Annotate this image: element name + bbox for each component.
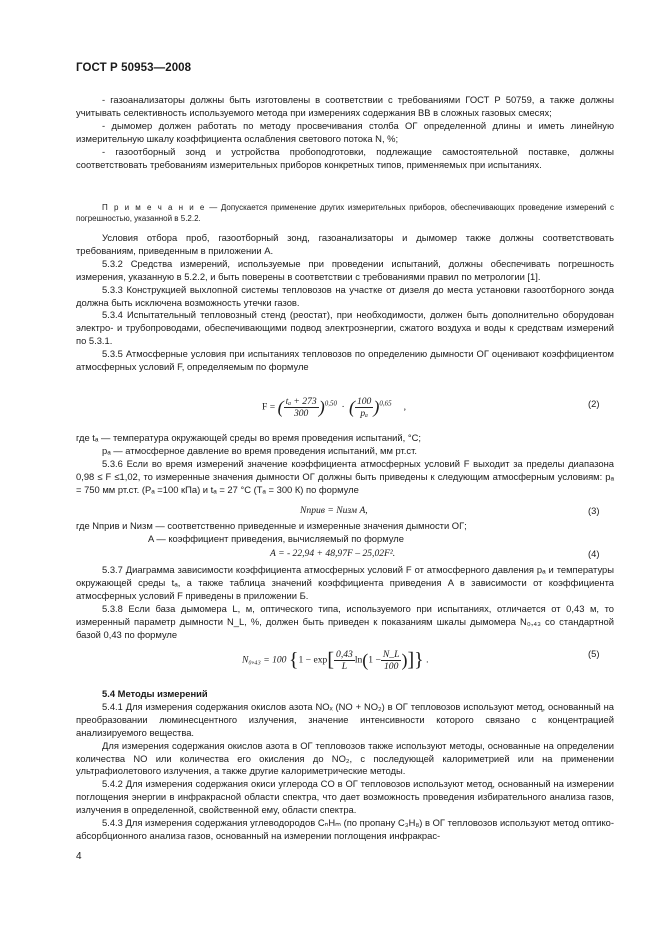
section-5-3-body — [76, 232, 614, 374]
equation-number-4: (4) — [588, 548, 600, 559]
section-5-4-heading: 5.4 Методы измерений — [102, 688, 208, 699]
paragraph-5-3-7: 5.3.7 Диаграмма зависимости коэффициента атмосферных условий F от атмосферного давления pₐ и температуры окружающей среды tₐ, а также таблица значений коэффициента приведения A в зависимости от коэффициента атмосферных условий F приведены в приложении Б. — [76, 564, 614, 601]
formula-5: N₀,₄₃ = 100 {1 − exp[ $\frac{0,43}{L}$ ln(1 − $\frac{N\_L}{100}$ )]} . — [242, 649, 429, 672]
paragraph-5-3-5: 5.3.5 Атмосферные условия при испытаниях тепловозов по определению дымности ОГ оценивают коэффициентом атмосферных условий F, определяемым по формуле — [76, 348, 614, 373]
bullet-smoke-meter: - дымомер должен работать по методу просвечивания столба ОГ определенной длины и иметь линейную измерительную шкалу коэффициента ослабления светового потока N, %; — [76, 119, 614, 144]
section-5-3-7-body — [76, 564, 614, 641]
formula-3-explanation — [76, 520, 614, 546]
paragraph-5-3-4: 5.3.4 Испытательный тепловозный стенд (реостат), при необходимости, должен быть дополнительно оборудован электро- и трубопроводами, обеспечивающими подвод электроэнергии, сжатого воздуха и воды к средствам измерений по 5.3.1. — [76, 309, 614, 347]
formula-2: F = ( $\frac{\text{tₐ + 273}}{300}$ )$^{0,50}$ · ( $\frac{100}{\text{pₐ}}$ )$^{0,65}$ , — [262, 396, 406, 419]
formula-2-explanation — [76, 432, 614, 497]
paragraph-5-3-2: 5.3.2 Средства измерений, используемые при проведении испытаний, должны обеспечивать погрешность измерения, указанную в 5.2.2, и быть поверены в соответствии с требованиями правил по метрологии [1]. — [76, 257, 614, 282]
paragraph-5-4-2: 5.4.2 Для измерения содержания окиси углерода CO в ОГ тепловозов используют метод, основанный на измерении поглощения энергии в инфракрасной области спектра, что дает возможность проведения избирательного анализа газов, излучения в определенной, свойственной ему, области спектра. — [76, 778, 614, 816]
equation-number-3: (3) — [588, 505, 600, 516]
note-text: — Допускается применение других измерительных приборов, обеспечивающих проведение измерений с погрешностью, указанной в 5.2.2. — [76, 203, 614, 223]
equation-number-5: (5) — [588, 648, 600, 659]
bullet-gas-analyzers: - газоанализаторы должны быть изготовлены в соответствии с требованиями ГОСТ Р 50759, а также должны учитывать селективность используемого метода при измерениях содержания ВВ в сложных газовых смесях; — [76, 94, 614, 118]
paragraph-5-4-3: 5.4.3 Для измерения содержания углеводородов CₙHₘ (по пропану C₃H₈) в ОГ тепловозов используют метод оптико-абсорбционного анализа газов, основанный на измерении поглощения инфракрас- — [76, 817, 614, 841]
where-pa: pₐ — атмосферное давление во время проведения испытаний, мм рт.ст. — [102, 444, 417, 456]
bullet-gas-probe: - газоотборный зонд и устройства пробоподготовки, подлежащие самостоятельной поставке, должны соответствовать требованиям измерительных приборов конкретных типов, применяемых при испытаниях. — [76, 145, 614, 170]
formula-4: A = - 22,94 + 48,97F – 25,02F². — [270, 548, 396, 559]
where-ta: где tₐ — температура окружающей среды во время проведения испытаний, °С; — [76, 432, 421, 443]
paragraph-5-3-8: 5.3.8 Если база дымомера L, м, оптического типа, используемого при испытаниях, отличается от 0,43 м, то измеренный параметр дымности N_L, %, должен быть приведен к показаниям шкалы дымомера N₀,₄₃ со стандартной базой 0,43 по формуле — [76, 602, 614, 640]
page-number: 4 — [76, 851, 82, 862]
requirements-list — [76, 94, 614, 171]
paragraph-conditions: Условия отбора проб, газоотборный зонд, газоанализаторы и дымомер также должны соответствовать требованиям, приведенным в приложении А. — [76, 232, 614, 256]
equation-number-2: (2) — [588, 398, 600, 409]
paragraph-5-4-1b: Для измерения содержания окислов азота в ОГ тепловозов также используют методы, основанные на определении количества NO или количества его окисления до NO₂, с последующей калориметрией или на применении ультрафиолетового излучения, а также другие калориметрические методы. — [76, 739, 614, 777]
document-header: ГОСТ Р 50953—2008 — [76, 62, 192, 74]
where-n: где Nприв и Nизм — соответственно приведенные и измеренные значения дымности ОГ; — [76, 520, 467, 531]
where-a: A — коэффициент приведения, вычисляемый по формуле — [148, 532, 404, 544]
section-5-4 — [76, 688, 614, 843]
note — [76, 202, 614, 224]
formula-3: Nприв = Nизм A, — [300, 505, 368, 516]
paragraph-5-4-1: 5.4.1 Для измерения содержания окислов азота NOₓ (NO + NO₂) в ОГ тепловозов используют метод, основанный на преобразовании люминесцентного излучения, значение интенсивности которого связано с концентрацией анализируемого вещества. — [76, 700, 614, 738]
paragraph-5-3-3: 5.3.3 Конструкцией выхлопной системы тепловозов на участке от дизеля до места установки газоотборного зонда должна быть исключена возможность утечки газов. — [76, 283, 614, 308]
paragraph-5-3-6: 5.3.6 Если во время измерений значение коэффициента атмосферных условий F выходит за пределы диапазона 0,98 ≤ F ≤1,02, то измеренные значения дымности ОГ должны быть приведены к следующим атмосферным условиям: pₐ = 750 мм рт.ст. (Pₐ =100 кПа) и tₐ = 27 °С (Tₐ = 300 К) по формуле — [76, 457, 614, 495]
note-label: П р и м е ч а н и е — [102, 203, 206, 212]
